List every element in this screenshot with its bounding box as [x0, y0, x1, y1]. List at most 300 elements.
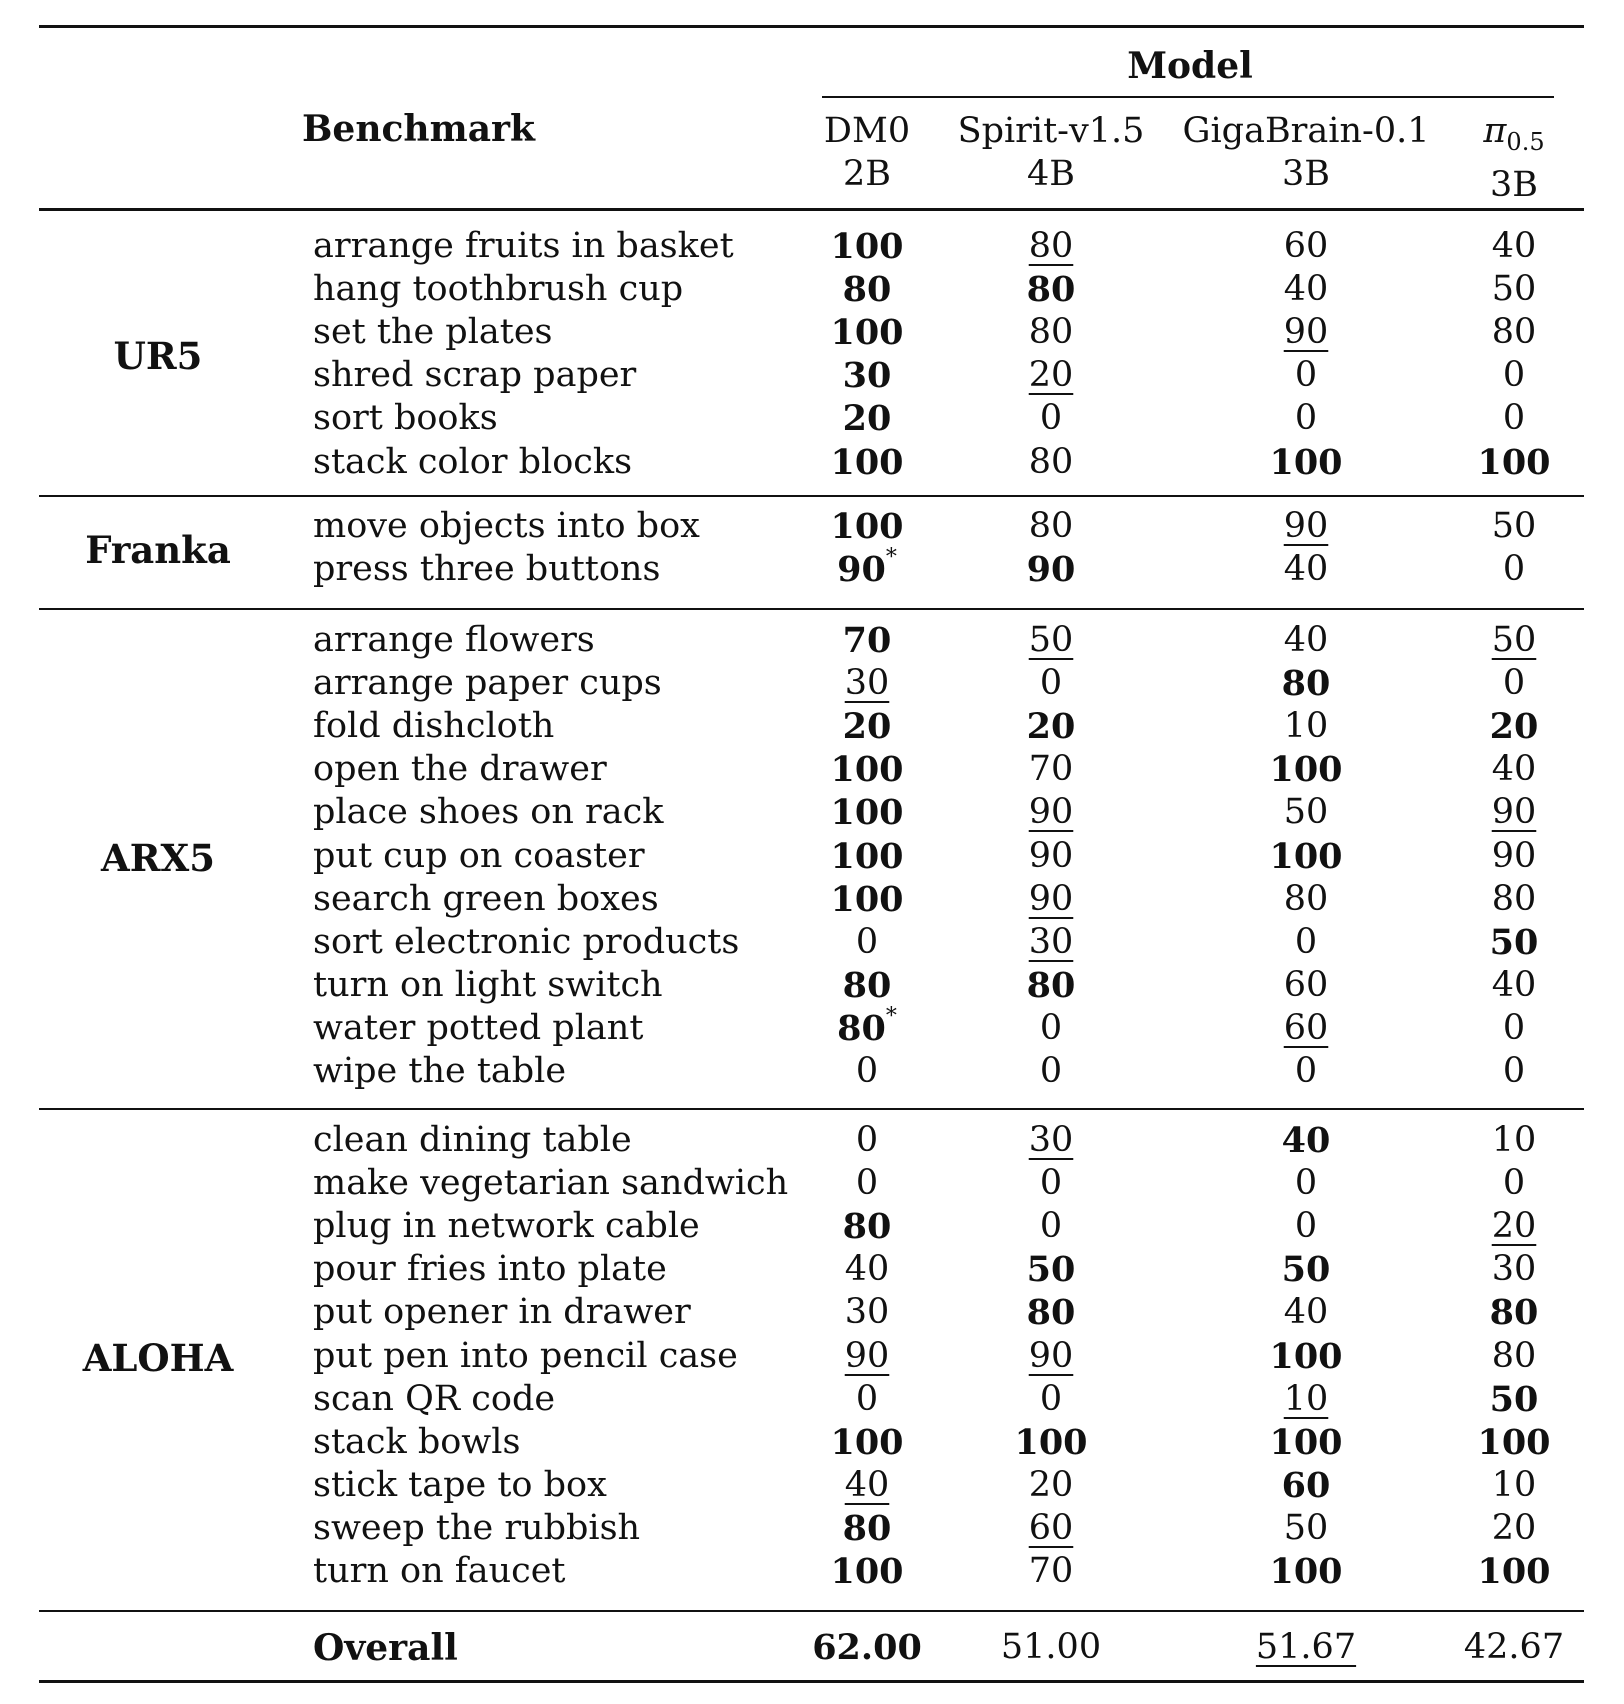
score-value: 0	[1039, 1007, 1063, 1048]
score-pi05	[1503, 1008, 1525, 1048]
score-spirit	[1029, 1120, 1074, 1160]
task-label: turn on light switch	[313, 964, 663, 1005]
group-label: UR5	[113, 334, 203, 379]
score-dm0	[845, 1249, 890, 1289]
score-gigabrain	[1284, 312, 1329, 352]
score-value: 100	[1269, 749, 1343, 791]
score-spirit	[1027, 1292, 1076, 1333]
score-pi05	[1492, 879, 1537, 919]
task-label: move objects into box	[313, 506, 700, 546]
score-value: 80	[1026, 964, 1076, 1006]
score-value: 0	[1502, 398, 1526, 439]
score-dm0	[843, 620, 892, 661]
score-pi05	[1492, 965, 1537, 1005]
score-spirit	[1029, 506, 1074, 546]
score-pi05	[1492, 1249, 1537, 1289]
score-value: 100	[830, 441, 904, 483]
score-gigabrain	[1284, 549, 1329, 589]
score-value: 50	[1026, 1249, 1076, 1291]
score-spirit	[1029, 1336, 1074, 1376]
score-pi05	[1492, 620, 1537, 660]
score-value: 20	[1028, 1464, 1074, 1505]
score-gigabrain	[1284, 1292, 1329, 1332]
score-spirit	[1029, 922, 1074, 962]
group-label: ARX5	[101, 836, 215, 881]
score-pi05	[1492, 749, 1537, 789]
score-gigabrain	[1295, 922, 1317, 962]
score-value: 30	[1491, 1249, 1537, 1290]
score-dm0	[837, 1004, 897, 1049]
col-head-spirit	[958, 110, 1145, 196]
score-value: 0	[1039, 1378, 1063, 1419]
score-dm0	[830, 1551, 903, 1592]
score-gigabrain	[1269, 1551, 1342, 1592]
task-label: turn on faucet	[313, 1551, 566, 1591]
task-label: make vegetarian sandwich	[313, 1163, 789, 1204]
score-gigabrain	[1284, 226, 1329, 266]
score-pi05	[1492, 836, 1537, 876]
score-gigabrain	[1284, 1508, 1329, 1548]
score-value: 30	[844, 663, 890, 704]
score-dm0	[843, 269, 892, 310]
score-value: 50	[1491, 506, 1537, 546]
task-label: sort electronic products	[313, 921, 740, 962]
model-name: Spirit-v1.5	[957, 111, 1145, 151]
score-value: 40	[844, 1464, 890, 1505]
task-label: scan QR code	[313, 1378, 556, 1419]
score-value: 100	[1477, 1551, 1551, 1592]
overall-dm0: 62.00	[812, 1627, 922, 1668]
score-value: 40	[1491, 226, 1537, 266]
score-dm0	[856, 922, 878, 962]
score-pi05	[1503, 1163, 1525, 1203]
overall-label: Overall	[313, 1627, 458, 1669]
score-spirit	[1027, 1249, 1076, 1290]
model-name: GigaBrain-0.1	[1182, 111, 1430, 151]
score-value: 100	[830, 506, 904, 547]
score-value: 60	[1283, 964, 1329, 1005]
score-dm0	[845, 663, 890, 703]
star-mark: *	[885, 545, 897, 571]
score-spirit	[1040, 1051, 1062, 1091]
score-value: 0	[855, 1120, 879, 1160]
task-label: fold dishcloth	[313, 706, 555, 747]
model-header-rule	[822, 96, 1554, 98]
task-label: stack color blocks	[313, 441, 633, 482]
score-value: 80	[1491, 312, 1537, 353]
score-dm0	[830, 226, 903, 267]
score-dm0	[830, 836, 903, 877]
score-gigabrain	[1269, 836, 1342, 877]
score-value: 60	[1028, 1507, 1074, 1548]
model-name	[1483, 110, 1544, 164]
score-spirit	[1029, 836, 1074, 876]
score-spirit	[1029, 1551, 1074, 1591]
score-spirit	[1029, 879, 1074, 919]
score-pi05	[1492, 312, 1537, 352]
top-rule	[39, 25, 1584, 28]
score-value: 100	[830, 312, 904, 354]
score-value: 90	[1028, 1335, 1074, 1376]
score-value: 90	[1283, 312, 1329, 353]
score-pi05	[1503, 663, 1525, 703]
score-dm0	[856, 1051, 878, 1091]
task-label: stack bowls	[313, 1421, 521, 1462]
score-value: 50	[1491, 269, 1537, 310]
score-pi05	[1492, 1465, 1537, 1505]
score-gigabrain	[1295, 1206, 1317, 1246]
score-dm0	[845, 1465, 890, 1505]
model-size: 4B	[1026, 154, 1075, 194]
score-pi05	[1503, 398, 1525, 438]
score-value: 10	[1491, 1120, 1537, 1160]
group-rule	[39, 608, 1584, 610]
score-spirit	[1029, 1508, 1074, 1548]
score-value: 90	[837, 549, 886, 591]
task-label: water potted plant	[313, 1007, 644, 1048]
score-gigabrain	[1282, 1249, 1331, 1290]
score-value: 50	[1283, 1507, 1329, 1548]
task-label: arrange paper cups	[313, 663, 662, 704]
score-value: 40	[1491, 964, 1537, 1005]
score-value: 50	[1489, 921, 1539, 963]
score-dm0	[830, 749, 903, 790]
score-value: 20	[1026, 706, 1076, 748]
score-value: 80	[1283, 878, 1329, 919]
score-value: 0	[1502, 1007, 1526, 1048]
score-pi05	[1492, 1508, 1537, 1548]
score-spirit	[1040, 1163, 1062, 1203]
score-value: 100	[1269, 1551, 1343, 1592]
score-value: 0	[1294, 921, 1318, 962]
score-value: 50	[1491, 620, 1537, 660]
score-pi05	[1492, 1206, 1537, 1246]
score-value: 50	[1028, 620, 1074, 660]
score-value: 100	[830, 1551, 904, 1592]
score-value: 100	[1269, 835, 1343, 877]
score-value: 0	[1502, 355, 1526, 396]
score-spirit	[1027, 965, 1076, 1006]
score-value: 60	[1281, 1464, 1331, 1506]
score-value: 100	[1014, 1421, 1088, 1463]
score-value: 20	[842, 706, 892, 748]
score-value: 100	[1477, 1421, 1551, 1463]
task-label: sort books	[313, 398, 498, 439]
task-label: pour fries into plate	[313, 1249, 667, 1290]
score-value: 0	[1039, 663, 1063, 704]
benchmark-header: Benchmark	[302, 108, 535, 150]
score-value: 20	[1491, 1507, 1537, 1548]
score-gigabrain	[1269, 749, 1342, 790]
score-value: 60	[1283, 226, 1329, 266]
score-pi05	[1490, 1292, 1539, 1333]
group-rule	[39, 1108, 1584, 1110]
score-value: 50	[1489, 1378, 1539, 1420]
score-dm0	[843, 965, 892, 1006]
task-label: search green boxes	[313, 878, 659, 919]
score-value: 100	[830, 749, 904, 791]
score-gigabrain	[1284, 269, 1329, 309]
score-pi05	[1492, 1120, 1537, 1160]
score-value: 0	[1502, 1163, 1526, 1204]
task-label: shred scrap paper	[313, 355, 637, 396]
score-value: 80	[837, 1007, 886, 1049]
overall-rule	[39, 1610, 1584, 1612]
score-pi05	[1503, 355, 1525, 395]
score-value: 80	[1028, 226, 1074, 266]
score-dm0	[856, 1163, 878, 1203]
model-size: 2B	[842, 154, 891, 194]
score-value: 10	[1283, 706, 1329, 747]
score-gigabrain	[1295, 398, 1317, 438]
score-dm0	[830, 792, 903, 833]
score-dm0	[845, 1292, 890, 1332]
score-value: 0	[855, 1163, 879, 1204]
score-value: 100	[1269, 1421, 1343, 1463]
score-dm0	[837, 545, 897, 591]
score-pi05	[1490, 706, 1539, 747]
score-value: 0	[1039, 1206, 1063, 1247]
score-value: 0	[1502, 549, 1526, 590]
score-gigabrain	[1269, 1336, 1342, 1377]
score-value: 30	[1028, 1120, 1074, 1160]
score-gigabrain	[1284, 792, 1329, 832]
task-label: put opener in drawer	[313, 1292, 691, 1333]
score-gigabrain	[1284, 706, 1329, 746]
score-gigabrain	[1284, 1008, 1329, 1048]
overall-spirit: 51.00	[1000, 1627, 1102, 1667]
score-value: 80	[1491, 878, 1537, 919]
score-spirit	[1040, 1008, 1062, 1048]
task-label: put pen into pencil case	[313, 1335, 738, 1376]
score-pi05	[1490, 922, 1539, 963]
score-value: 20	[842, 398, 892, 440]
score-gigabrain	[1269, 1422, 1342, 1463]
score-value: 40	[1283, 549, 1329, 590]
score-value: 90	[1491, 792, 1537, 833]
score-value: 50	[1281, 1249, 1331, 1291]
score-value: 0	[855, 921, 879, 962]
score-dm0	[830, 506, 903, 547]
overall-gigabrain: 51.67	[1255, 1627, 1357, 1667]
score-gigabrain	[1284, 506, 1329, 546]
task-label: sweep the rubbish	[313, 1507, 641, 1548]
score-value: 100	[1269, 441, 1343, 483]
model-size: 3B	[1490, 165, 1538, 205]
score-value: 90	[1028, 835, 1074, 876]
score-value: 40	[1283, 1292, 1329, 1333]
score-value: 80	[842, 1206, 892, 1248]
col-head-gigabrain	[1183, 110, 1430, 196]
score-value: 80	[1491, 1335, 1537, 1376]
score-spirit	[1014, 1422, 1087, 1463]
task-label: press three buttons	[313, 549, 661, 590]
score-value: 90	[1028, 792, 1074, 833]
score-dm0	[856, 1379, 878, 1419]
score-value: 0	[855, 1378, 879, 1419]
score-value: 40	[1281, 1120, 1331, 1161]
score-spirit	[1029, 1465, 1074, 1505]
col-head-pi05	[1483, 110, 1544, 207]
score-value: 80	[842, 964, 892, 1006]
score-value: 60	[1283, 1007, 1329, 1048]
score-value: 0	[1502, 1051, 1526, 1091]
score-gigabrain	[1284, 879, 1329, 919]
group-rule	[39, 495, 1584, 497]
score-value: 10	[1491, 1464, 1537, 1505]
score-value: 10	[1283, 1378, 1329, 1419]
score-gigabrain	[1284, 1379, 1329, 1419]
task-label: clean dining table	[313, 1120, 632, 1160]
score-spirit	[1040, 398, 1062, 438]
score-value: 0	[1294, 398, 1318, 439]
score-value: 90	[1028, 878, 1074, 919]
score-dm0	[843, 398, 892, 439]
group-label: Franka	[85, 528, 231, 573]
score-value: 0	[1294, 1051, 1318, 1091]
score-value: 40	[844, 1249, 890, 1290]
bottom-rule	[39, 1680, 1584, 1683]
score-value: 90	[1283, 506, 1329, 546]
task-label: arrange fruits in basket	[313, 226, 734, 266]
score-value: 30	[844, 1292, 890, 1333]
score-value: 70	[1028, 1551, 1074, 1591]
score-value: 20	[1028, 355, 1074, 396]
score-value: 90	[844, 1335, 890, 1376]
score-spirit	[1029, 749, 1074, 789]
score-spirit	[1040, 1206, 1062, 1246]
task-label: wipe the table	[313, 1051, 567, 1091]
score-spirit	[1027, 269, 1076, 310]
score-spirit	[1029, 620, 1074, 660]
score-value: 50	[1283, 792, 1329, 833]
score-value: 70	[842, 620, 892, 661]
score-value: 0	[1039, 1051, 1063, 1091]
score-value: 80	[1489, 1292, 1539, 1334]
overall-pi05: 42.67	[1463, 1627, 1565, 1667]
score-value: 0	[1039, 398, 1063, 439]
score-value: 80	[1026, 269, 1076, 311]
score-value: 40	[1283, 620, 1329, 660]
score-dm0	[830, 879, 903, 920]
score-value: 20	[1489, 706, 1539, 748]
task-label: open the drawer	[313, 749, 607, 790]
model-name: DM0	[823, 111, 911, 151]
task-label: plug in network cable	[313, 1206, 700, 1247]
score-value: 80	[1026, 1292, 1076, 1334]
score-pi05	[1477, 1551, 1550, 1592]
score-dm0	[843, 355, 892, 396]
score-value: 100	[830, 835, 904, 877]
score-pi05	[1477, 442, 1550, 483]
score-gigabrain	[1284, 620, 1329, 660]
score-value: 70	[1028, 749, 1074, 790]
score-value: 0	[1039, 1163, 1063, 1204]
score-gigabrain	[1295, 355, 1317, 395]
score-value: 20	[1491, 1206, 1537, 1247]
score-value: 0	[1294, 1206, 1318, 1247]
score-spirit	[1027, 706, 1076, 747]
score-spirit	[1029, 792, 1074, 832]
score-gigabrain	[1295, 1163, 1317, 1203]
task-label: set the plates	[313, 312, 553, 353]
model-header: Model	[1127, 45, 1253, 87]
task-label: arrange flowers	[313, 620, 595, 660]
score-value: 100	[830, 878, 904, 920]
score-value: 0	[855, 1051, 879, 1091]
score-value: 100	[830, 1421, 904, 1463]
score-pi05	[1503, 549, 1525, 589]
score-pi05	[1492, 506, 1537, 546]
score-value: 80	[1028, 506, 1074, 546]
score-gigabrain	[1269, 442, 1342, 483]
score-value: 100	[1269, 1335, 1343, 1377]
score-spirit	[1029, 355, 1074, 395]
score-value: 80	[1028, 441, 1074, 482]
score-gigabrain	[1282, 1120, 1331, 1161]
score-value: 100	[1477, 441, 1551, 483]
score-value: 30	[842, 355, 892, 397]
score-value: 80	[842, 1507, 892, 1549]
score-value: 90	[1491, 835, 1537, 876]
score-value: 0	[1294, 1163, 1318, 1204]
score-spirit	[1040, 663, 1062, 703]
task-label: put cup on coaster	[313, 835, 645, 876]
task-label: stick tape to box	[313, 1464, 607, 1505]
score-pi05	[1492, 269, 1537, 309]
model-size: 3B	[1282, 154, 1330, 194]
score-value: 40	[1283, 269, 1329, 310]
score-value: 90	[1026, 549, 1076, 591]
task-label: place shoes on rack	[313, 792, 664, 833]
score-value: 100	[830, 792, 904, 834]
score-spirit	[1029, 312, 1074, 352]
score-spirit	[1029, 226, 1074, 266]
score-value: 0	[1294, 355, 1318, 396]
header-rule	[39, 208, 1584, 211]
score-dm0	[845, 1336, 890, 1376]
score-pi05	[1490, 1379, 1539, 1420]
group-label: ALOHA	[82, 1336, 234, 1381]
score-spirit	[1027, 549, 1076, 590]
model-name-subscript: 0.5	[1506, 128, 1545, 156]
score-dm0	[843, 706, 892, 747]
score-value: 100	[830, 226, 904, 267]
score-value: 30	[1028, 921, 1074, 962]
score-value: 0	[1502, 663, 1526, 704]
score-dm0	[843, 1508, 892, 1549]
score-gigabrain	[1282, 1465, 1331, 1506]
score-value: 80	[842, 269, 892, 311]
score-gigabrain	[1282, 663, 1331, 704]
score-value: 40	[1491, 749, 1537, 790]
task-label: hang toothbrush cup	[313, 269, 684, 310]
score-pi05	[1503, 1051, 1525, 1091]
col-head-dm0	[824, 110, 910, 196]
score-value: 80	[1028, 312, 1074, 353]
score-dm0	[856, 1120, 878, 1160]
score-pi05	[1492, 226, 1537, 266]
score-pi05	[1492, 792, 1537, 832]
score-gigabrain	[1295, 1051, 1317, 1091]
model-name-symbol: π	[1483, 111, 1507, 151]
score-spirit	[1040, 1379, 1062, 1419]
score-gigabrain	[1284, 965, 1329, 1005]
score-spirit	[1029, 442, 1074, 482]
score-dm0	[830, 1422, 903, 1463]
score-pi05	[1492, 1336, 1537, 1376]
score-dm0	[830, 442, 903, 483]
